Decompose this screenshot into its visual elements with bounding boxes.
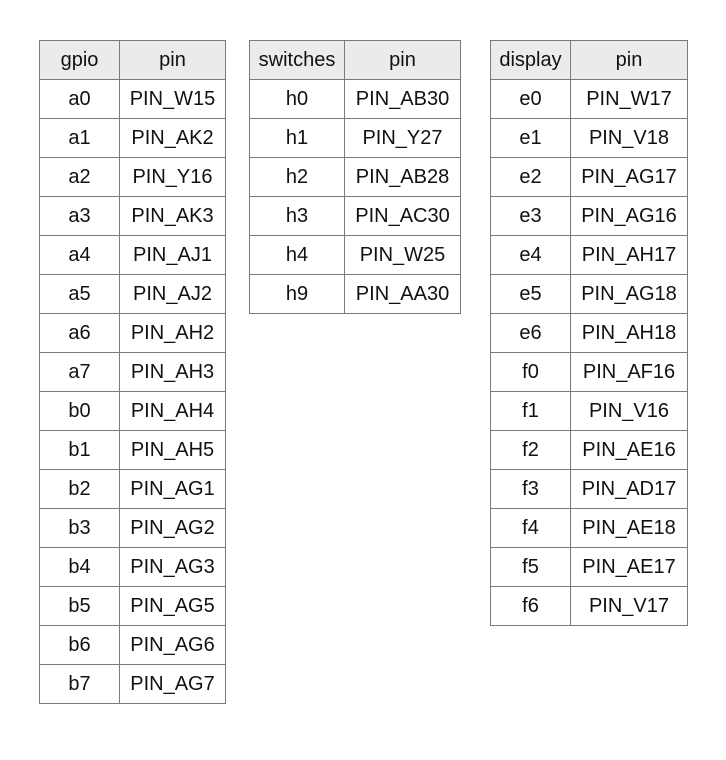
table-body — [250, 80, 461, 314]
pin-cell: PIN_AK2 — [120, 119, 226, 158]
pin-cell: PIN_AH3 — [120, 353, 226, 392]
table-row — [40, 626, 226, 665]
signal-cell: b5 — [40, 587, 120, 626]
table-header-row — [491, 41, 688, 80]
table-row — [40, 353, 226, 392]
pin-cell: PIN_AH2 — [120, 314, 226, 353]
switches-pin-table — [249, 40, 461, 314]
signal-cell: h9 — [250, 275, 345, 314]
signal-cell: b6 — [40, 626, 120, 665]
pin-cell: PIN_W25 — [345, 236, 461, 275]
pin-cell: PIN_Y27 — [345, 119, 461, 158]
column-header-pin: pin — [571, 41, 688, 80]
table-row — [40, 431, 226, 470]
signal-cell: e1 — [491, 119, 571, 158]
signal-cell: e4 — [491, 236, 571, 275]
pin-cell: PIN_AG3 — [120, 548, 226, 587]
signal-cell: a2 — [40, 158, 120, 197]
signal-cell: f6 — [491, 587, 571, 626]
signal-cell: e5 — [491, 275, 571, 314]
table-row — [491, 275, 688, 314]
table-row — [40, 80, 226, 119]
pin-cell: PIN_AB28 — [345, 158, 461, 197]
signal-cell: f1 — [491, 392, 571, 431]
signal-cell: f5 — [491, 548, 571, 587]
table-row — [40, 314, 226, 353]
signal-cell: b7 — [40, 665, 120, 704]
signal-cell: h0 — [250, 80, 345, 119]
table-row — [40, 470, 226, 509]
table-row — [250, 119, 461, 158]
table-row — [40, 158, 226, 197]
pin-cell: PIN_AE18 — [571, 509, 688, 548]
table-row — [40, 197, 226, 236]
pin-cell: PIN_AJ2 — [120, 275, 226, 314]
pin-cell: PIN_AH5 — [120, 431, 226, 470]
signal-cell: a5 — [40, 275, 120, 314]
pin-cell: PIN_W15 — [120, 80, 226, 119]
pin-cell: PIN_AG6 — [120, 626, 226, 665]
table-row — [491, 587, 688, 626]
table-row — [491, 119, 688, 158]
pin-cell: PIN_AG7 — [120, 665, 226, 704]
table-row — [40, 548, 226, 587]
signal-cell: b0 — [40, 392, 120, 431]
column-header-signal: display — [491, 41, 571, 80]
pin-cell: PIN_V17 — [571, 587, 688, 626]
gpio-pin-table — [39, 40, 226, 704]
table-header-row — [40, 41, 226, 80]
pin-cell: PIN_AG18 — [571, 275, 688, 314]
table-row — [491, 314, 688, 353]
table-row — [250, 158, 461, 197]
pin-cell: PIN_AE16 — [571, 431, 688, 470]
signal-cell: e6 — [491, 314, 571, 353]
pin-cell: PIN_AG16 — [571, 197, 688, 236]
table-row — [491, 236, 688, 275]
table-row — [491, 197, 688, 236]
table-row — [250, 80, 461, 119]
pin-cell: PIN_V16 — [571, 392, 688, 431]
signal-cell: b3 — [40, 509, 120, 548]
signal-cell: h1 — [250, 119, 345, 158]
table-row — [491, 470, 688, 509]
table-header-row — [250, 41, 461, 80]
column-header-pin: pin — [120, 41, 226, 80]
table-row — [40, 119, 226, 158]
signal-cell: f0 — [491, 353, 571, 392]
pin-cell: PIN_AK3 — [120, 197, 226, 236]
table-row — [491, 80, 688, 119]
signal-cell: f3 — [491, 470, 571, 509]
display-pin-table — [490, 40, 688, 626]
pin-cell: PIN_AA30 — [345, 275, 461, 314]
table-row — [40, 275, 226, 314]
table-row — [250, 197, 461, 236]
pin-cell: PIN_AH4 — [120, 392, 226, 431]
signal-cell: a4 — [40, 236, 120, 275]
signal-cell: e2 — [491, 158, 571, 197]
signal-cell: f4 — [491, 509, 571, 548]
pin-cell: PIN_AG2 — [120, 509, 226, 548]
pin-cell: PIN_V18 — [571, 119, 688, 158]
table-row — [40, 509, 226, 548]
signal-cell: e0 — [491, 80, 571, 119]
pin-cell: PIN_AJ1 — [120, 236, 226, 275]
pin-cell: PIN_AH17 — [571, 236, 688, 275]
pin-cell: PIN_AG1 — [120, 470, 226, 509]
signal-cell: a7 — [40, 353, 120, 392]
signal-cell: a0 — [40, 80, 120, 119]
signal-cell: h2 — [250, 158, 345, 197]
signal-cell: b2 — [40, 470, 120, 509]
table-row — [491, 431, 688, 470]
signal-cell: e3 — [491, 197, 571, 236]
table-row — [491, 158, 688, 197]
column-header-signal: switches — [250, 41, 345, 80]
pin-cell: PIN_W17 — [571, 80, 688, 119]
signal-cell: f2 — [491, 431, 571, 470]
signal-cell: b1 — [40, 431, 120, 470]
table-body — [491, 80, 688, 626]
pin-cell: PIN_Y16 — [120, 158, 226, 197]
table-row — [40, 665, 226, 704]
signal-cell: a1 — [40, 119, 120, 158]
table-row — [491, 548, 688, 587]
pin-cell: PIN_AF16 — [571, 353, 688, 392]
column-header-pin: pin — [345, 41, 461, 80]
pin-cell: PIN_AG5 — [120, 587, 226, 626]
table-row — [250, 236, 461, 275]
table-row — [40, 236, 226, 275]
column-header-signal: gpio — [40, 41, 120, 80]
pin-cell: PIN_AC30 — [345, 197, 461, 236]
signal-cell: h3 — [250, 197, 345, 236]
pin-cell: PIN_AE17 — [571, 548, 688, 587]
table-row — [491, 353, 688, 392]
table-row — [40, 587, 226, 626]
pin-cell: PIN_AD17 — [571, 470, 688, 509]
table-row — [40, 392, 226, 431]
table-row — [491, 509, 688, 548]
signal-cell: a6 — [40, 314, 120, 353]
pin-cell: PIN_AB30 — [345, 80, 461, 119]
table-row — [491, 392, 688, 431]
signal-cell: a3 — [40, 197, 120, 236]
signal-cell: b4 — [40, 548, 120, 587]
signal-cell: h4 — [250, 236, 345, 275]
pin-cell: PIN_AH18 — [571, 314, 688, 353]
table-body — [40, 80, 226, 704]
pin-cell: PIN_AG17 — [571, 158, 688, 197]
table-row — [250, 275, 461, 314]
